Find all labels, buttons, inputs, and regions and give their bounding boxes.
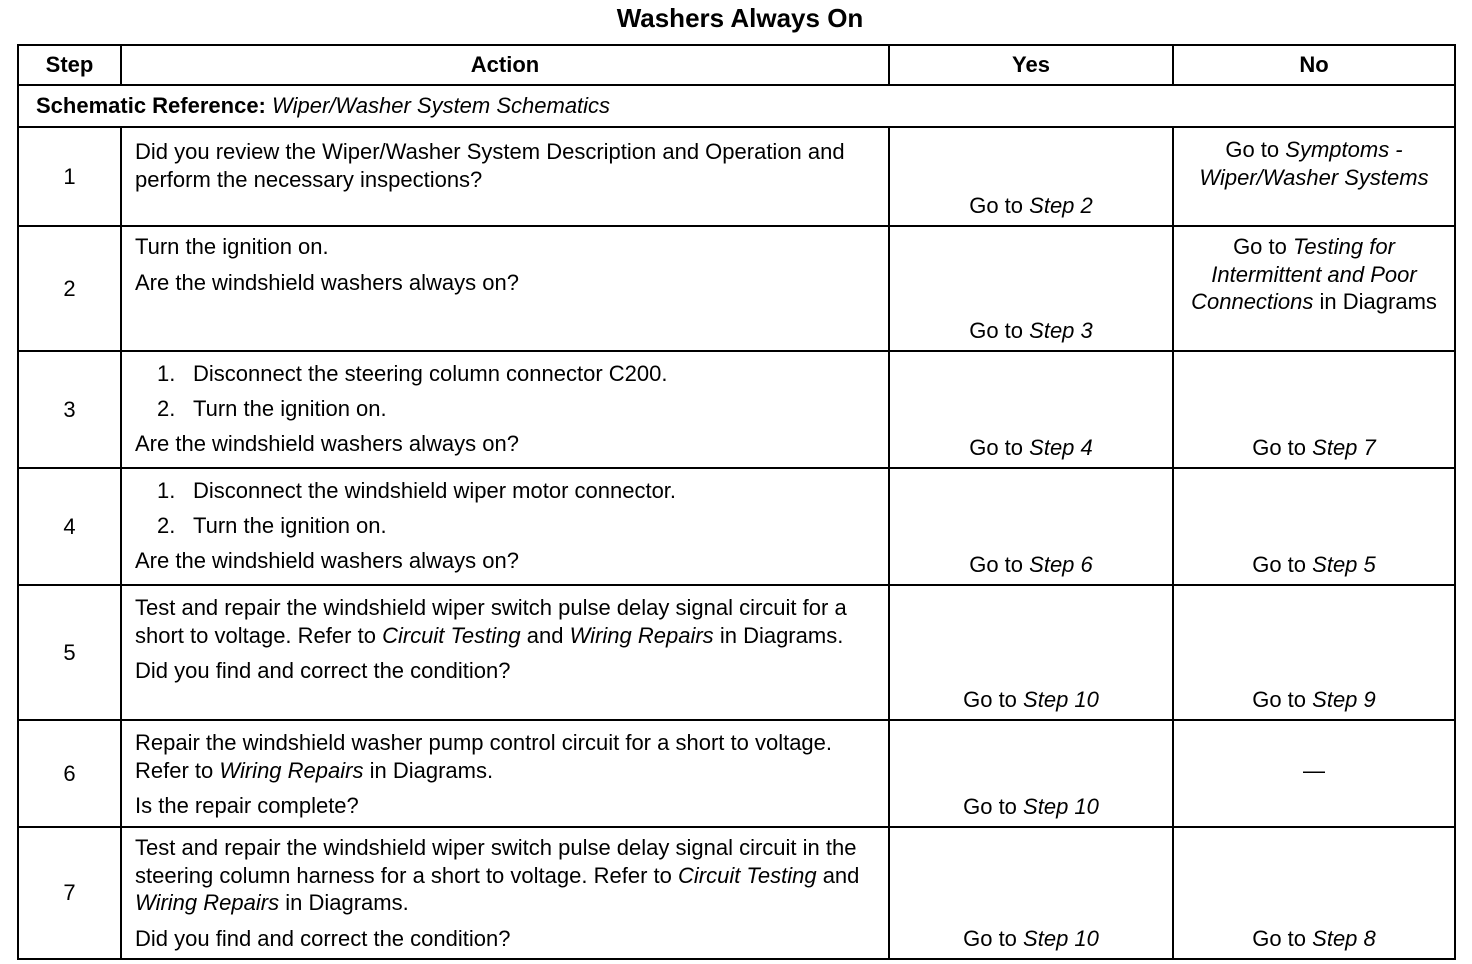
action-question: Is the repair complete?	[135, 793, 359, 818]
no-suffix: in Diagrams	[1319, 289, 1437, 314]
yes-cell	[889, 827, 1173, 959]
list-item	[157, 473, 878, 508]
action-cell	[121, 351, 889, 468]
table-row	[18, 585, 1455, 720]
action-cell	[121, 468, 889, 585]
wiring-repairs-link[interactable]: Wiring Repairs	[569, 622, 714, 648]
go-to-text: Go to	[969, 435, 1024, 460]
yes-link[interactable]: Step 4	[1029, 435, 1093, 460]
step-number: 3	[18, 351, 121, 468]
action-question: Are the windshield washers always on?	[135, 431, 519, 456]
refer-to-text: Refer to	[297, 622, 376, 648]
schematic-row	[18, 85, 1455, 127]
yes-cell	[889, 226, 1173, 351]
no-dash: —	[1303, 758, 1325, 783]
yes-link[interactable]: Step 10	[1023, 794, 1099, 819]
go-to-text: Go to	[963, 794, 1017, 819]
in-text: in	[719, 622, 737, 648]
action-cell	[121, 585, 889, 720]
yes-cell	[889, 468, 1173, 585]
header-step: Step	[18, 45, 121, 85]
no-cell	[1173, 827, 1455, 959]
no-link[interactable]: Step 9	[1312, 686, 1376, 712]
refer-to-text: Refer to	[135, 757, 214, 783]
action-body: Test and repair the windshield wiper switch pulse delay signal circuit for a short to voltage.	[135, 595, 847, 648]
yes-link[interactable]: Step 10	[1023, 687, 1099, 712]
action-text	[135, 594, 878, 649]
list-text: Disconnect the windshield wiper motor connector.	[193, 478, 677, 503]
list-number: 2.	[157, 513, 176, 538]
action-question: Did you find and correct the condition?	[135, 925, 511, 951]
action-text	[135, 834, 878, 917]
diagrams-text: Diagrams.	[308, 890, 409, 915]
header-action: Action	[121, 45, 889, 85]
list-text: Turn the ignition on.	[193, 396, 387, 421]
list-item	[157, 391, 878, 426]
diagrams-text: Diagrams.	[743, 622, 844, 648]
go-to-text: Go to	[1252, 434, 1307, 460]
step-number: 7	[18, 827, 121, 959]
list-number: 1.	[157, 478, 176, 503]
table-row	[18, 827, 1455, 959]
in-text: in	[285, 890, 303, 915]
page-title: Washers Always On	[616, 3, 864, 33]
circuit-testing-link[interactable]: Circuit Testing	[382, 622, 521, 648]
list-item	[157, 356, 878, 391]
diagnostic-table	[17, 44, 1456, 960]
yes-link[interactable]: Step 2	[1029, 193, 1093, 218]
step-number: 6	[18, 720, 121, 827]
table-row	[18, 127, 1455, 226]
circuit-testing-link[interactable]: Circuit Testing	[677, 862, 817, 888]
wiring-repairs-link[interactable]: Wiring Repairs	[135, 890, 280, 915]
action-cell	[121, 720, 889, 827]
in-text: in	[369, 757, 387, 783]
step-number: 2	[18, 226, 121, 351]
yes-cell	[889, 585, 1173, 720]
action-question: Are the windshield washers always on?	[135, 548, 519, 573]
step-number: 1	[18, 127, 121, 226]
table-row	[18, 351, 1455, 468]
action-steps	[135, 473, 878, 543]
action-steps	[135, 356, 878, 426]
header-no: No	[1173, 45, 1455, 85]
list-text: Disconnect the steering column connector C200.	[193, 361, 668, 386]
table-row	[18, 226, 1455, 351]
list-number: 2.	[157, 396, 176, 421]
action-text: Did you review the Wiper/Washer System Description and Operation and perform the necessary inspections?	[135, 139, 845, 192]
action-body: Repair the windshield washer pump control circuit for a short to voltage.	[135, 730, 833, 755]
list-text: Turn the ignition on.	[193, 513, 387, 538]
list-number: 1.	[157, 361, 176, 386]
refer-to-text: Refer to	[593, 862, 672, 888]
table-row	[18, 720, 1455, 827]
list-item	[157, 508, 878, 543]
go-to-text: Go to	[1252, 551, 1307, 577]
yes-cell	[889, 351, 1173, 468]
schematic-link[interactable]: Wiper/Washer System Schematics	[272, 93, 611, 118]
go-to-text: Go to	[969, 318, 1024, 343]
action-cell	[121, 827, 889, 959]
no-link[interactable]: Step 5	[1312, 551, 1376, 577]
action-body: Test and repair the windshield wiper switch pulse delay signal circuit in the steering column harness for a short to voltage.	[135, 835, 857, 888]
no-link[interactable]: Step 8	[1312, 925, 1376, 951]
schematic-label: Schematic Reference:	[36, 93, 266, 118]
yes-cell	[889, 720, 1173, 827]
go-to-text: Go to	[963, 926, 1017, 951]
go-to-text: Go to	[963, 687, 1017, 712]
wiring-repairs-link[interactable]: Wiring Repairs	[219, 757, 364, 783]
no-cell	[1173, 127, 1455, 226]
no-link[interactable]: Symptoms - Wiper/Washer Systems	[1199, 137, 1429, 190]
go-to-text: Go to	[1233, 234, 1287, 259]
go-to-text: Go to	[1252, 925, 1307, 951]
go-to-text: Go to	[1252, 686, 1307, 712]
no-cell	[1173, 226, 1455, 351]
no-cell	[1173, 351, 1455, 468]
action-text	[135, 729, 878, 784]
yes-link[interactable]: Step 6	[1029, 552, 1093, 577]
no-cell	[1173, 720, 1455, 827]
go-to-text: Go to	[969, 193, 1024, 218]
step-number: 4	[18, 468, 121, 585]
header-yes: Yes	[889, 45, 1173, 85]
yes-cell	[889, 127, 1173, 226]
and-text: and	[822, 862, 860, 888]
action-cell	[121, 127, 889, 226]
step-number: 5	[18, 585, 121, 720]
go-to-text: Go to	[969, 552, 1024, 577]
no-cell	[1173, 468, 1455, 585]
and-text: and	[526, 622, 564, 648]
yes-link[interactable]: Step 10	[1023, 926, 1099, 951]
table-row	[18, 468, 1455, 585]
diagrams-text: Diagrams.	[392, 757, 494, 783]
schematic-reference	[18, 85, 1455, 127]
header-row	[18, 45, 1455, 85]
no-link[interactable]: Testing for Intermittent and Poor Connections	[1191, 234, 1417, 314]
action-question: Did you find and correct the condition?	[135, 658, 511, 683]
action-text: Turn the ignition on.	[135, 234, 329, 259]
no-cell	[1173, 585, 1455, 720]
go-to-text: Go to	[1225, 137, 1280, 162]
yes-link[interactable]: Step 3	[1029, 318, 1093, 343]
no-link[interactable]: Step 7	[1312, 434, 1376, 460]
action-question: Are the windshield washers always on?	[135, 269, 519, 295]
action-cell	[121, 226, 889, 351]
